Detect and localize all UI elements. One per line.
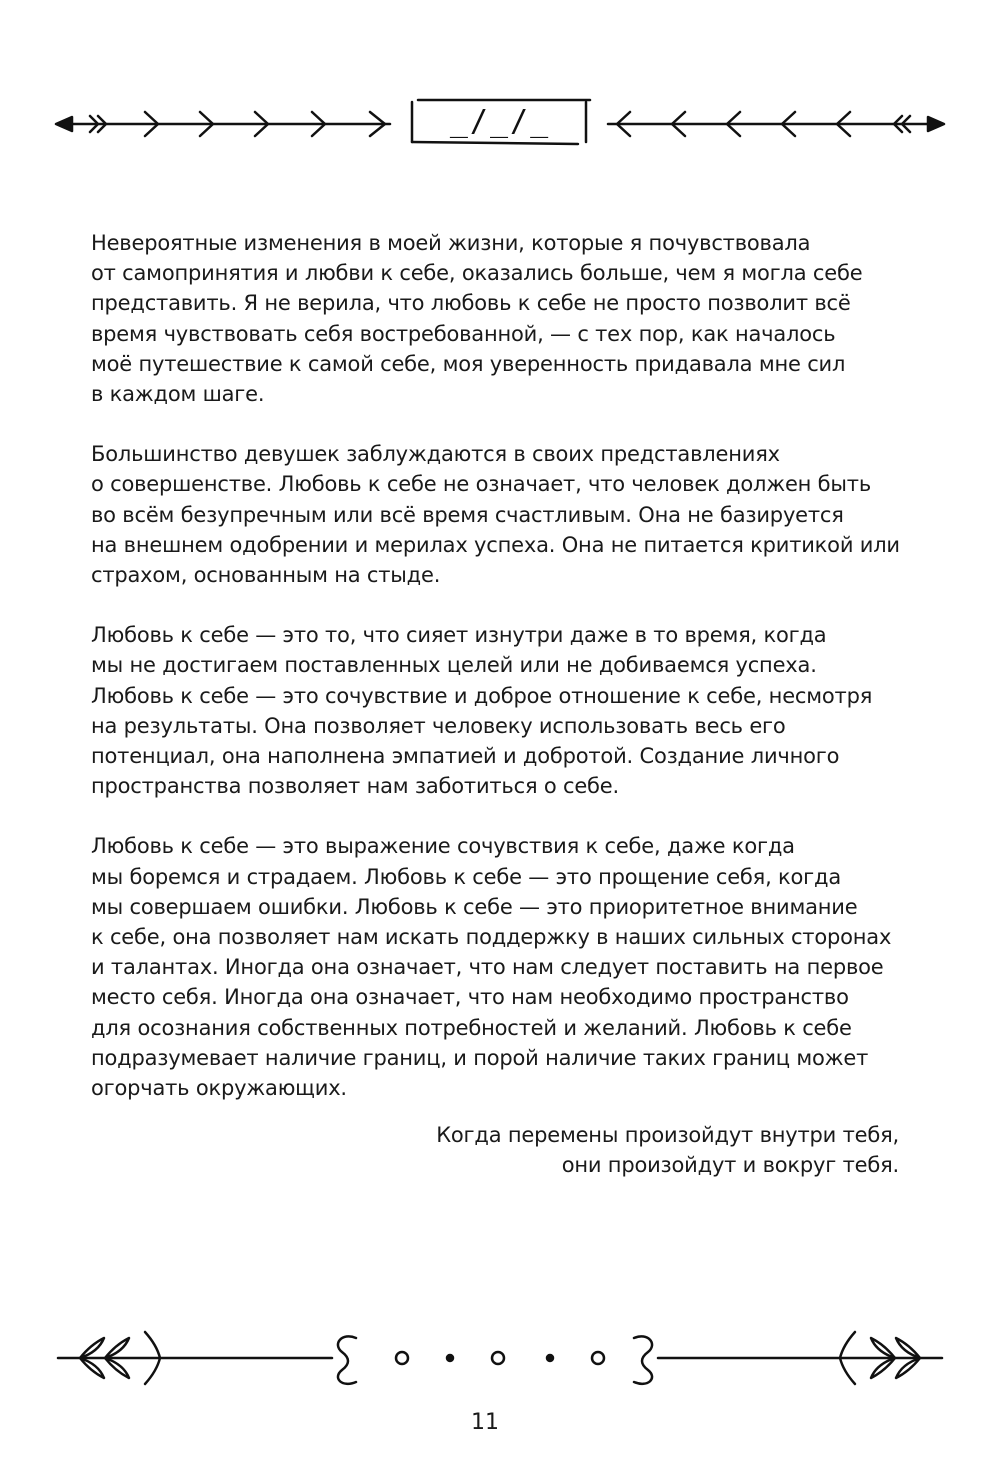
text-line: Любовь к себе — это сочувствие и доброе отношение к себе, несмотря: [91, 683, 873, 708]
text-line: о совершенстве. Любовь к себе не означает, что человек должен быть: [91, 472, 872, 497]
footer-vine-ornament: [50, 1320, 950, 1400]
text-line: и талантах. Иногда она означает, что нам следует поставить на первое: [91, 955, 884, 980]
text-line: мы совершаем ошибки. Любовь к себе — это приоритетное внимание: [91, 894, 858, 919]
text-line: подразумевает наличие границ, и порой наличие таких границ может: [91, 1045, 869, 1070]
closing-quote: [436, 1120, 899, 1180]
text-line: время чувствовать себя востребованной, — с тех пор, как началось: [91, 321, 836, 346]
text-line: на результаты. Она позволяет человеку использовать весь его: [91, 713, 786, 738]
paragraph-4: [91, 831, 911, 1103]
page-number: 11: [471, 1410, 499, 1435]
text-line: мы не достигаем поставленных целей или не добиваемся успеха.: [91, 653, 817, 678]
main-text: [91, 228, 911, 1133]
text-line: мы боремся и страдаем. Любовь к себе — это прощение себя, когда: [91, 864, 842, 889]
text-line: на внешнем одобрении и мерилах успеха. Она не питается критикой или: [91, 532, 900, 557]
text-line: от самопринятия и любви к себе, оказались больше, чем я могла себе: [91, 261, 863, 286]
text-line: во всём безупречным или всё время счастливым. Она не базируется: [91, 502, 844, 527]
date-placeholder: _/_/_: [449, 104, 551, 139]
text-line: моё путешествие к самой себе, моя уверенность придавала мне сил: [91, 351, 846, 376]
paragraph-3: [91, 620, 911, 801]
quote-line-1: Когда перемены произойдут внутри тебя,: [436, 1123, 899, 1147]
text-line: Большинство девушек заблуждаются в своих представлениях: [91, 442, 780, 467]
text-line: к себе, она позволяет нам искать поддержку в наших сильных сторонах: [91, 925, 892, 950]
paragraph-1: [91, 228, 911, 409]
text-line: Невероятные изменения в моей жизни, которые я почувствовала: [91, 231, 811, 255]
text-line: Любовь к себе — это выражение сочувствия к себе, даже когда: [91, 834, 795, 859]
text-line: место себя. Иногда она означает, что нам необходимо пространство: [91, 985, 849, 1010]
text-line: для осознания собственных потребностей и желаний. Любовь к себе: [91, 1015, 852, 1040]
quote-line-2: они произойдут и вокруг тебя.: [561, 1153, 899, 1178]
text-line: потенциал, она наполнена эмпатией и добротой. Создание личного: [91, 744, 840, 769]
text-line: Любовь к себе — это то, что сияет изнутри даже в то время, когда: [91, 623, 827, 648]
text-line: пространства позволяет нам заботиться о себе.: [91, 774, 619, 799]
paragraph-2: [91, 439, 911, 590]
text-line: страхом, основанным на стыде.: [91, 563, 441, 588]
text-line: представить. Я не верила, что любовь к себе не просто позволит всё: [91, 291, 851, 316]
text-line: огорчать окружающих.: [91, 1076, 347, 1101]
text-line: в каждом шаге.: [91, 382, 265, 407]
